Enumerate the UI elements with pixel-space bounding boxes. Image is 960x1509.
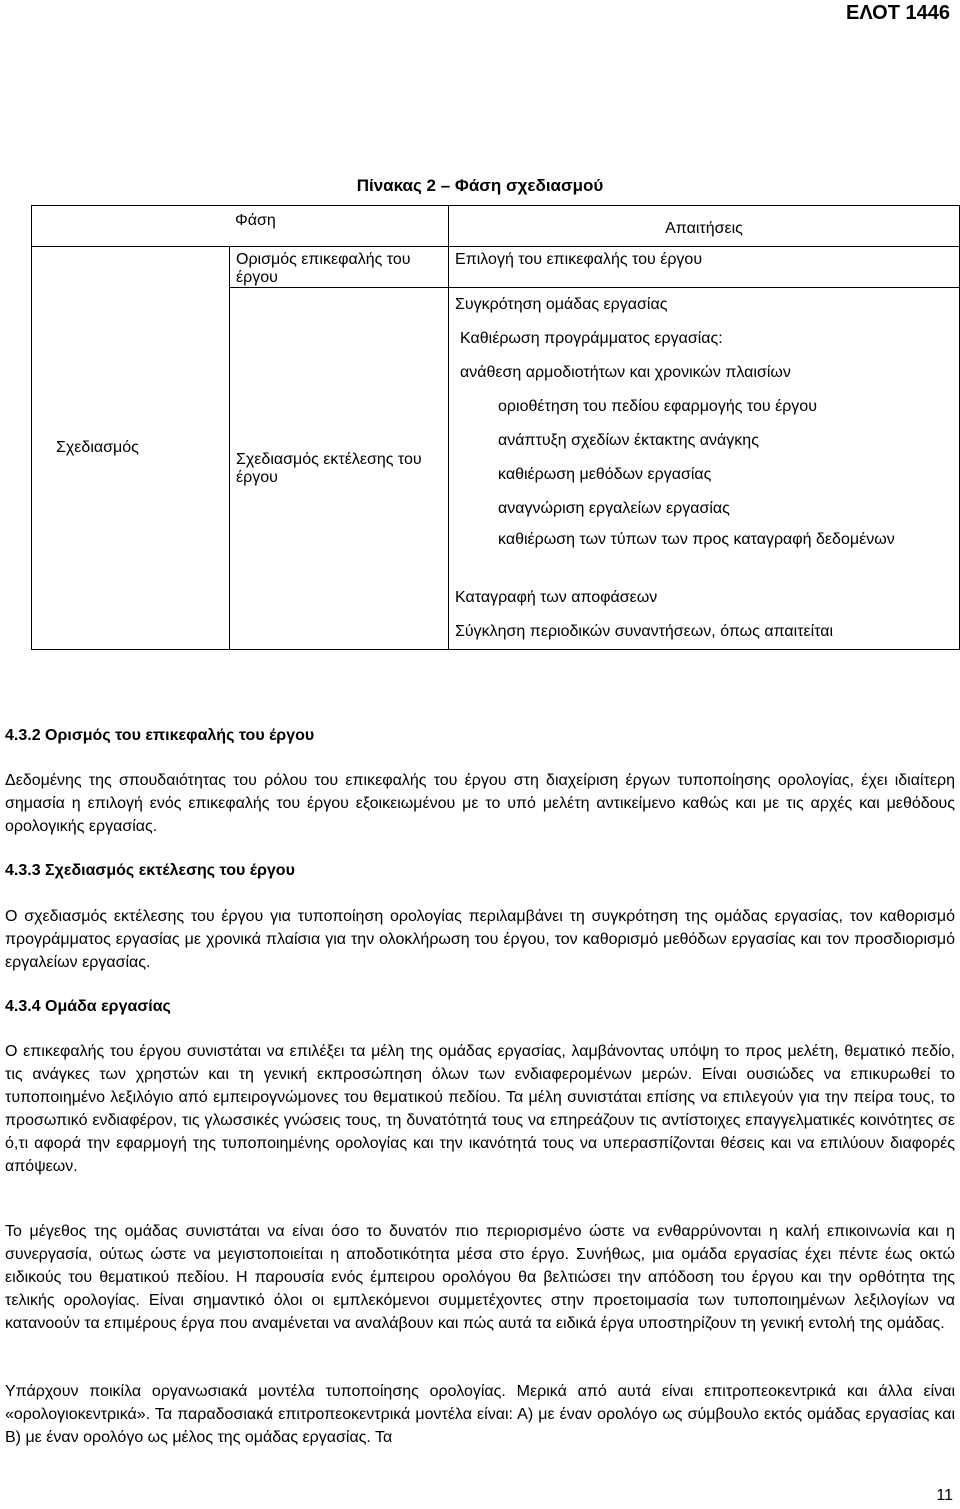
subphase-label: Ορισμός επικεφαλής του έργου: [236, 251, 411, 286]
requirement-item: Καταγραφή των αποφάσεων: [455, 589, 658, 606]
subphase-cell: [230, 288, 449, 650]
header-requirements-label: Απαιτήσεις: [665, 220, 743, 237]
requirement-subitem: καθιέρωση των τύπων των προς καταγραφή δεδομένων: [498, 531, 895, 548]
table-header-row: [32, 206, 960, 247]
phase-name-cell: [32, 247, 230, 650]
section-text-4-3-2: Δεδομένης της σπουδαιότητας του ρόλου του επικεφαλής του έργου στη διαχείριση έργων τυποποίησης ορολογίας, έχει ιδιαίτερη σημασία η επιλογή ενός επικεφαλής του έργου εξοικειωμένου με το υπό μελέτη αντικείμενο καθώς και με τις αρχές και μεθόδους ορολογικής εργασίας.: [5, 772, 955, 835]
requirement-subitem: ανάπτυξη σχεδίων έκτακτης ανάγκης: [498, 432, 759, 449]
requirement-item: Σύγκληση περιοδικών συναντήσεων, όπως απαιτείται: [455, 623, 834, 640]
section-heading-4-3-4: 4.3.4 Ομάδα εργασίας: [5, 998, 171, 1015]
requirement-item: Συγκρότηση ομάδας εργασίας: [455, 296, 668, 313]
requirement-item: ανάθεση αρμοδιοτήτων και χρονικών πλαισίων: [460, 364, 791, 381]
section-heading-4-3-2: 4.3.2 Ορισμός του επικεφαλής του έργου: [5, 727, 315, 744]
subphase-cell: [230, 247, 449, 288]
subphase-label: Σχεδιασμός εκτέλεσης του έργου: [236, 450, 422, 486]
header-requirements: [449, 206, 960, 247]
section-text-4-3-4-p3: Υπάρχουν ποικίλα οργανωσιακά μοντέλα τυποποίησης ορολογίας. Μερικά από αυτά είναι επιτροπεοκεντρικά και άλλα είναι «ορολογιοκεντρικά». Τα παραδοσιακά επιτροπεοκεντρικά μοντέλα είναι: Α) με έναν ορολόγο ως σύμβουλο εκτός ομάδας εργασίας και Β) με έναν ορολόγο ως μέλος της ομάδας εργασίας. Τα: [5, 1383, 955, 1446]
document-code: ΕΛΟΤ 1446: [846, 2, 950, 24]
table-title: Πίνακας 2 – Φάση σχεδιασμού: [356, 176, 604, 195]
section-text-4-3-4-p2: Το μέγεθος της ομάδας συνιστάται να είναι όσο το δυνατόν πιο περιορισμένο ώστε να ενθαρρύνονται η καλή επικοινωνία και η συνεργασία, ούτως ώστε να μεγιστοποιείται η αποδοτικότητα μέσα στο έργο. Συνήθως, μια ομάδα εργασίας έχει πέντε έως οκτώ ειδικούς του θεματικού πεδίου. Η παρουσία ενός έμπειρου ορολόγου θα βελτιώσει την απόδοση του έργου και την ορθότητα της τελικής ορολογίας. Είναι σημαντικό όλοι οι εμπλεκόμενοι συμμετέχοντες στην προετοιμασία των τυποποιημένων λεξιλογίων να κατανοούν τα επιμέρους έργα που αναμένεται να αναλάβουν και πώς αυτά τα ειδικά έργα υποστηρίζουν τη γενική εντολή της ομάδας.: [5, 1223, 955, 1332]
section-heading-4-3-3: 4.3.3 Σχεδιασμός εκτέλεσης του έργου: [5, 862, 295, 879]
phase-table: [31, 205, 960, 650]
requirement-subitem: αναγνώριση εργαλείων εργασίας: [498, 500, 730, 517]
requirement-item: Επιλογή του επικεφαλής του έργου: [455, 251, 703, 268]
requirement-subitem: καθιέρωση μεθόδων εργασίας: [498, 466, 712, 483]
section-text-4-3-4-p1: Ο επικεφαλής του έργου συνιστάται να επιλέξει τα μέλη της ομάδας εργασίας, λαμβάνοντας υπόψη το προς μελέτη, θεματικό πεδίο, τις ανάγκες των χρηστών και τη γενική εκπροσώπηση όλων των ενδιαφερομένων μερών. Είναι ουσιώδες να επικυρωθεί το τυποποιημένο λεξιλόγιο από εμπειρογνώμονες του θεματικού πεδίου. Τα μέλη συνιστάται επίσης να επιλεγούν για την πείρα τους, το προσωπικό ενδιαφέρον, τις γλωσσικές γνώσεις τους, τη δυνατότητά τους να επηρεάζουν τις αντίστοιχες επαγγελματικές κοινότητες σε ό,τι αφορά την εφαρμογή της τυποποιημένης ορολογίας και την ικανότητά τους να υπερασπίζονται θέσεις και να επιλύουν διαφορές απόψεων.: [5, 1043, 955, 1175]
phase-name: Σχεδιασμός: [56, 439, 139, 456]
requirement-subitem: οριοθέτηση του πεδίου εφαρμογής του έργου: [498, 398, 817, 415]
requirements-cell: [449, 288, 960, 650]
requirements-cell: [449, 247, 960, 288]
table-row: [32, 247, 960, 288]
header-phase-label: Φάση: [235, 212, 276, 229]
header-phase: [32, 206, 449, 247]
requirement-item: Καθιέρωση προγράμματος εργασίας:: [460, 330, 723, 347]
page-number: 11: [936, 1487, 953, 1504]
section-text-4-3-3: Ο σχεδιασμός εκτέλεσης του έργου για τυποποίηση ορολογίας περιλαμβάνει τη συγκρότηση της ομάδας εργασίας, τον καθορισμό προγράμματος εργασίας με χρονικά πλαίσια για την ολοκλήρωση του έργου, τον καθορισμό μεθόδων εργασίας και τον προσδιορισμό εργαλείων εργασίας.: [5, 908, 955, 971]
